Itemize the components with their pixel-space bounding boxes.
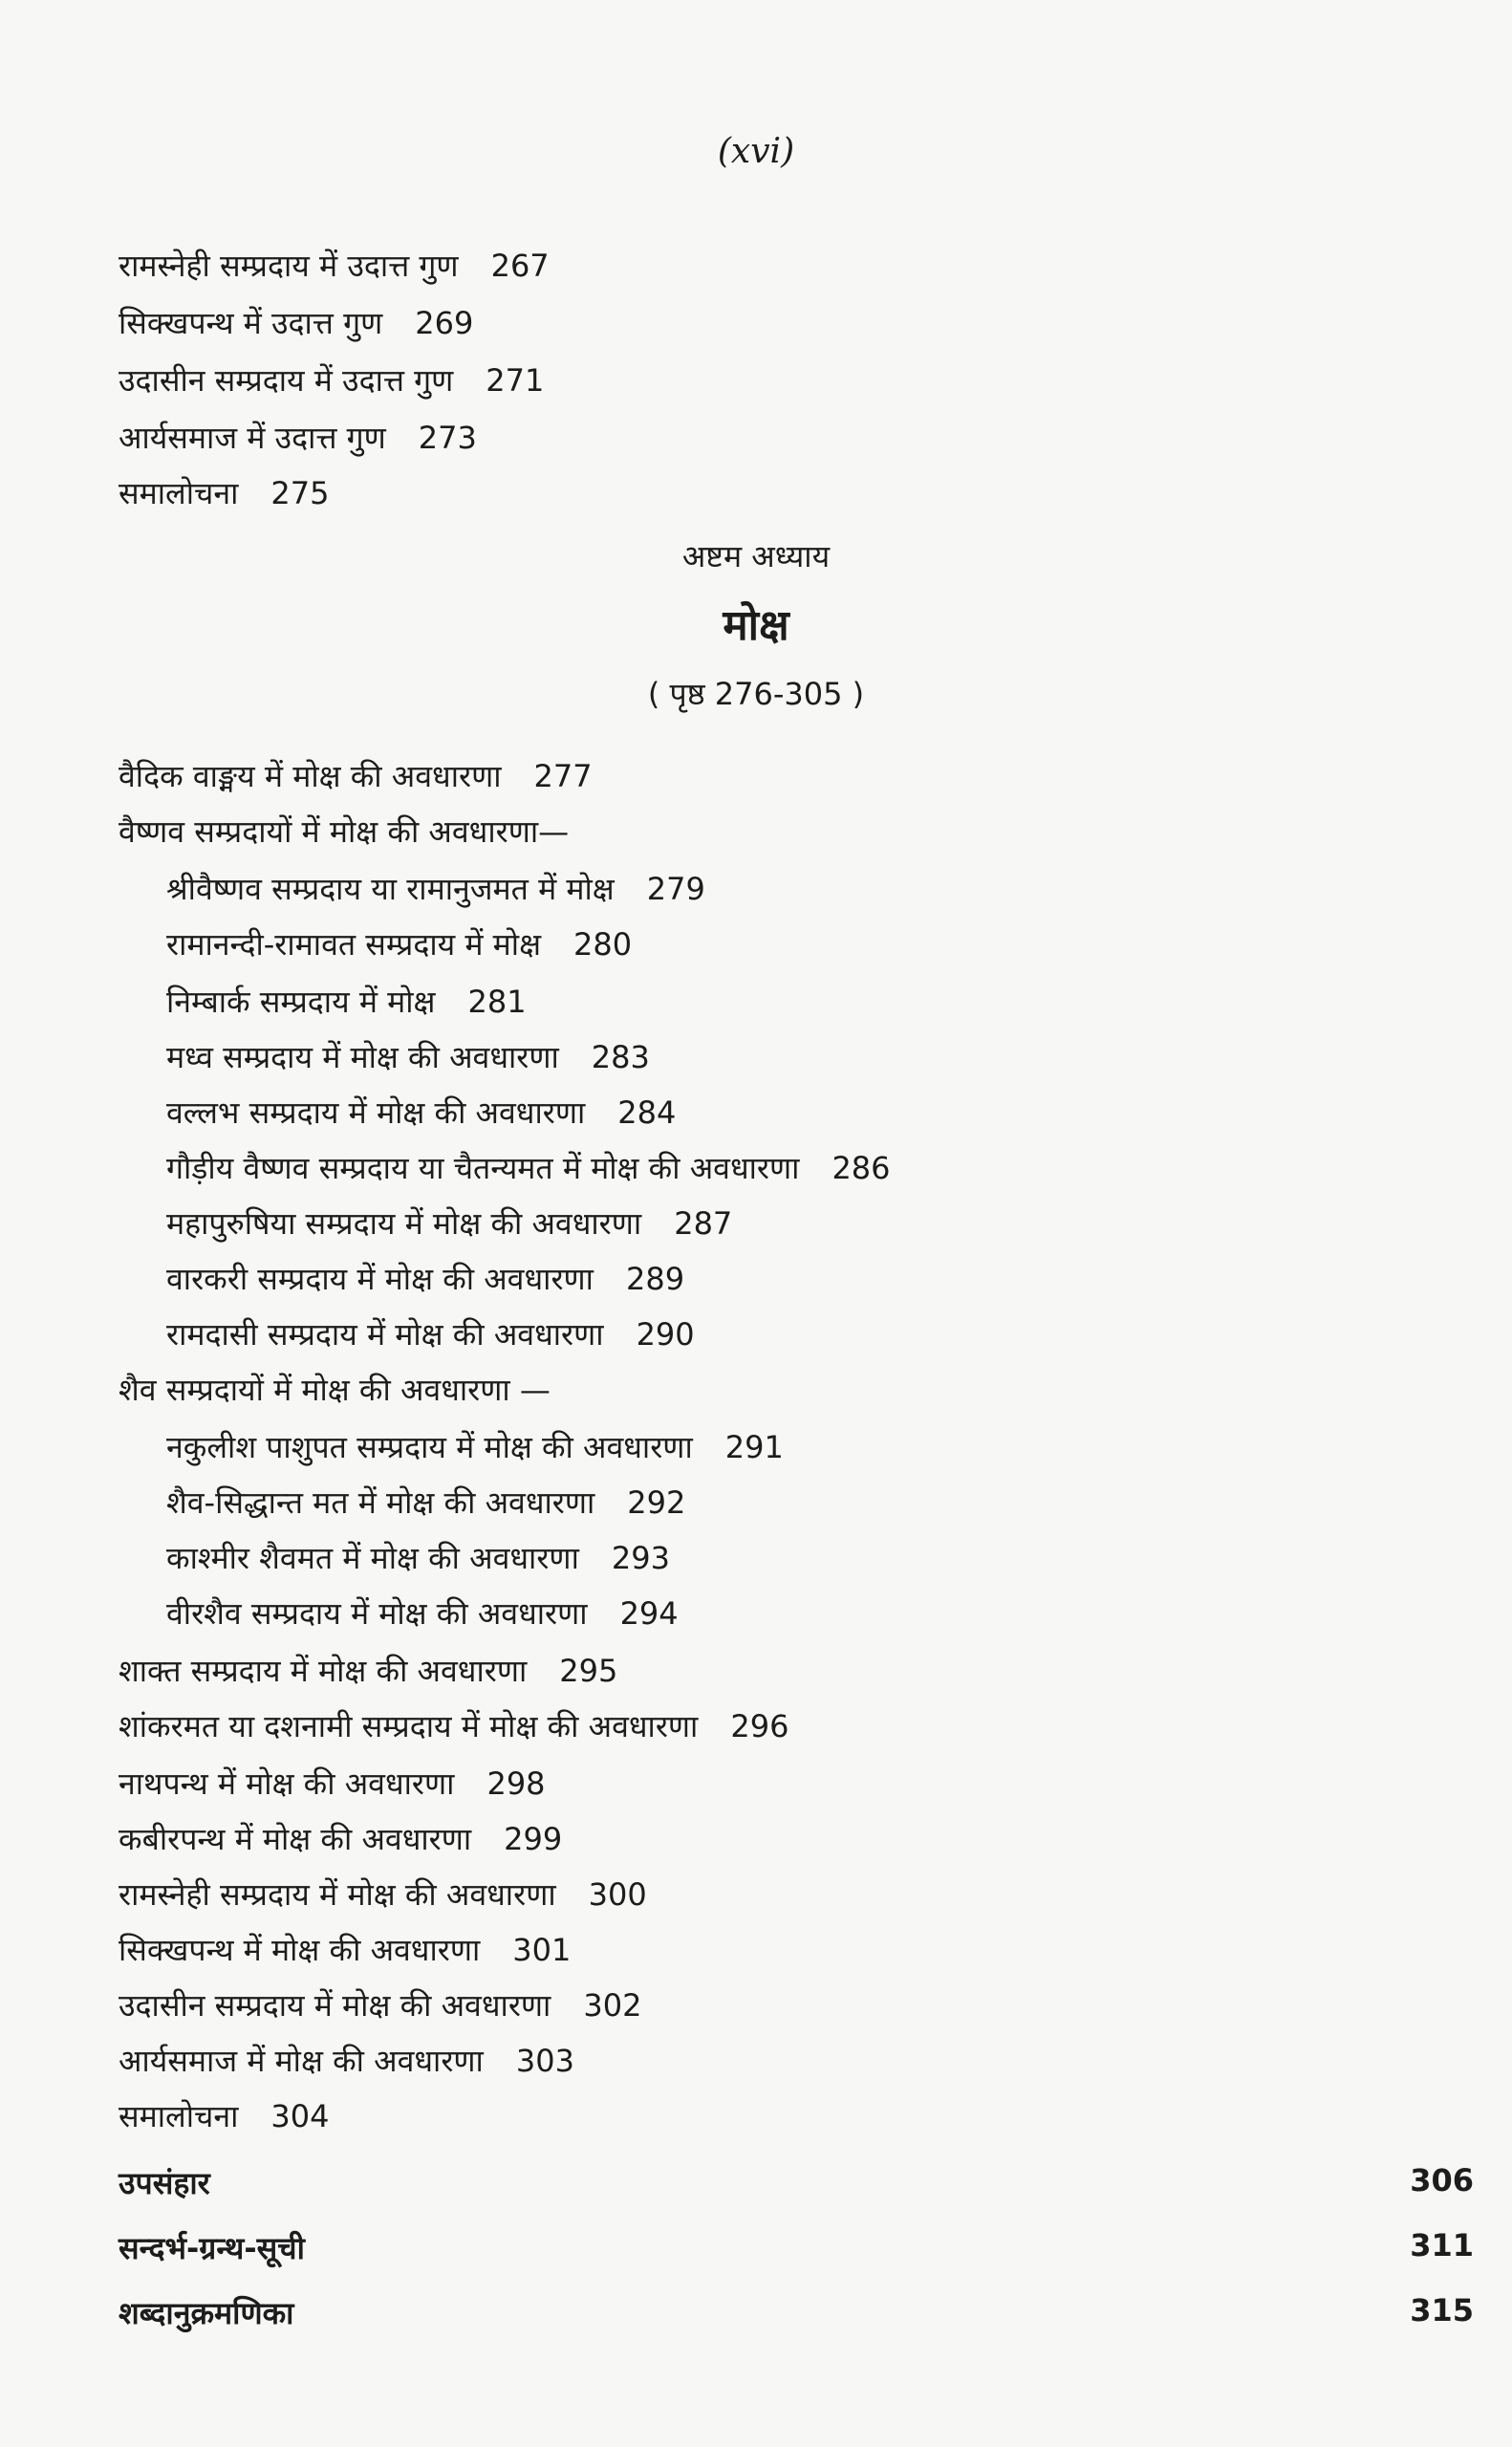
toc-entry [166, 1316, 695, 1353]
toc-entry [119, 1932, 572, 1968]
toc-entry-page: 300 [588, 1876, 647, 1913]
toc-entry-page: 303 [515, 2043, 574, 2079]
toc-entry-page: 302 [583, 1987, 642, 2024]
toc-entry [166, 926, 633, 963]
toc-entry-page: 275 [270, 475, 330, 511]
toc-entry-title: श्रीवैष्णव सम्प्रदाय या रामानुजमत में मोक्ष [166, 871, 615, 907]
toc-entry-title: सिक्खपन्थ में उदात्त गुण [119, 305, 383, 341]
end-section-title: शब्दानुक्रमणिका [119, 2295, 294, 2331]
toc-entry-title: नकुलीश पाशुपत सम्प्रदाय में मोक्ष की अवधारणा [166, 1429, 693, 1465]
toc-entry-page: 284 [617, 1094, 677, 1131]
toc-entry-title: वल्लभ सम्प्रदाय में मोक्ष की अवधारणा [166, 1094, 586, 1131]
toc-entry-title: निम्बार्क सम्प्रदाय में मोक्ष [166, 984, 436, 1020]
toc-entry-page: 298 [486, 1765, 546, 1802]
toc-entry-page: 269 [415, 305, 474, 341]
toc-entry [166, 1261, 685, 1297]
toc-entry-title: नाथपन्थ में मोक्ष की अवधारणा [119, 1765, 455, 1802]
toc-entry-page: 280 [573, 926, 633, 963]
toc-entry [119, 1821, 563, 1857]
toc-entry [166, 1094, 677, 1131]
toc-entry-title: सिक्खपन्थ में मोक्ष की अवधारणा [119, 1932, 481, 1968]
toc-entry-title: वैदिक वाङ्मय में मोक्ष की अवधारणा [119, 758, 502, 794]
toc-entry [119, 420, 477, 456]
toc-entry-page: 296 [730, 1708, 789, 1744]
toc-entry [166, 871, 705, 907]
toc-entry-title: आर्यसमाज में उदात्त गुण [119, 420, 386, 456]
toc-entry [119, 1765, 546, 1802]
toc-entry-title: रामदासी सम्प्रदाय में मोक्ष की अवधारणा [166, 1316, 604, 1353]
toc-entry-page: 281 [467, 984, 527, 1020]
toc-entry [166, 1540, 670, 1576]
toc-entry [119, 1987, 642, 2024]
toc-entry-title: महापुरुषिया सम्प्रदाय में मोक्ष की अवधारणा [166, 1205, 642, 1242]
toc-entry-title: समालोचना [119, 2098, 239, 2134]
toc-entry-page: 277 [533, 758, 593, 794]
end-section-page: 306 [1410, 2162, 1474, 2198]
toc-entry [119, 248, 550, 284]
toc-entry-title: शाक्त सम्प्रदाय में मोक्ष की अवधारणा [119, 1653, 528, 1689]
toc-entry-title: शैव-सिद्धान्त मत में मोक्ष की अवधारणा [166, 1484, 595, 1521]
toc-entry-page: 293 [611, 1540, 670, 1576]
toc-entry-title: वारकरी सम्प्रदाय में मोक्ष की अवधारणा [166, 1261, 594, 1297]
toc-entry [119, 305, 474, 341]
toc-entry [119, 2098, 330, 2134]
toc-entry-title: काश्मीर शैवमत में मोक्ष की अवधारणा [166, 1540, 579, 1576]
toc-entry-title: आर्यसमाज में मोक्ष की अवधारणा [119, 2043, 484, 2079]
toc-entry-title: वैष्णव सम्प्रदायों में मोक्ष की अवधारणा— [119, 813, 570, 850]
chapter-title: मोक्ष [723, 601, 789, 650]
toc-entry-title: मध्व सम्प्रदाय में मोक्ष की अवधारणा [166, 1039, 559, 1075]
toc-entry-title: उदासीन सम्प्रदाय में मोक्ष की अवधारणा [119, 1987, 551, 2024]
toc-entry-page: 283 [591, 1039, 650, 1075]
toc-entry-page: 301 [512, 1932, 572, 1968]
end-section-title: उपसंहार [119, 2165, 210, 2201]
toc-entry-page: 287 [674, 1205, 733, 1242]
toc-entry [119, 1653, 618, 1689]
toc-entry-page: 273 [418, 420, 477, 456]
chapter-number: अष्टम अध्याय [681, 538, 831, 574]
toc-entry-title: शैव सम्प्रदायों में मोक्ष की अवधारणा — [119, 1372, 551, 1408]
toc-entry-title: रामस्नेही सम्प्रदाय में उदात्त गुण [119, 248, 459, 284]
toc-entry-title: कबीरपन्थ में मोक्ष की अवधारणा [119, 1821, 472, 1857]
toc-entry [166, 1039, 650, 1075]
end-section-page: 311 [1410, 2227, 1474, 2263]
toc-entry [119, 2043, 574, 2079]
toc-entry-page: 304 [270, 2098, 330, 2134]
toc-entry [119, 1876, 647, 1913]
end-section-title: सन्दर्भ-ग्रन्थ-सूची [119, 2230, 305, 2266]
toc-entry-title: गौड़ीय वैष्णव सम्प्रदाय या चैतन्यमत में मोक्ष की अवधारणा [166, 1150, 800, 1186]
toc-entry [119, 1708, 789, 1744]
toc-entry-title: वीरशैव सम्प्रदाय में मोक्ष की अवधारणा [166, 1595, 588, 1632]
toc-entry-page: 289 [625, 1261, 685, 1297]
toc-entry-page: 286 [832, 1150, 891, 1186]
toc-entry-page: 271 [486, 362, 545, 399]
toc-entry-title: शांकरमत या दशनामी सम्प्रदाय में मोक्ष की अवधारणा [119, 1708, 699, 1744]
toc-entry-page: 294 [619, 1595, 679, 1632]
toc-entry-title: रामानन्दी-रामावत सम्प्रदाय में मोक्ष [166, 926, 542, 963]
toc-entry-page: 290 [636, 1316, 695, 1353]
toc-entry [166, 1205, 733, 1242]
toc-entry-title: रामस्नेही सम्प्रदाय में मोक्ष की अवधारणा [119, 1876, 556, 1913]
toc-entry [166, 1150, 891, 1186]
chapter-page-range: ( पृष्ठ 276-305 ) [647, 676, 865, 712]
toc-entry-page: 291 [724, 1429, 784, 1465]
toc-entry [119, 758, 593, 794]
toc-section-heading [119, 813, 570, 850]
toc-entry [119, 362, 545, 399]
page-header: (xvi) [717, 132, 795, 171]
toc-entry-page: 299 [504, 1821, 563, 1857]
end-section-page: 315 [1410, 2292, 1474, 2328]
toc-entry-page: 292 [627, 1484, 686, 1521]
toc-entry [166, 1484, 686, 1521]
toc-entry [166, 984, 527, 1020]
toc-entry [166, 1595, 679, 1632]
toc-entry-page: 279 [646, 871, 705, 907]
toc-entry-title: उदासीन सम्प्रदाय में उदात्त गुण [119, 362, 454, 399]
toc-entry [119, 475, 330, 511]
toc-entry-title: समालोचना [119, 475, 239, 511]
toc-entry-page: 267 [490, 248, 550, 284]
toc-entry-page: 295 [559, 1653, 618, 1689]
toc-entry [166, 1429, 784, 1465]
toc-section-heading [119, 1372, 551, 1408]
